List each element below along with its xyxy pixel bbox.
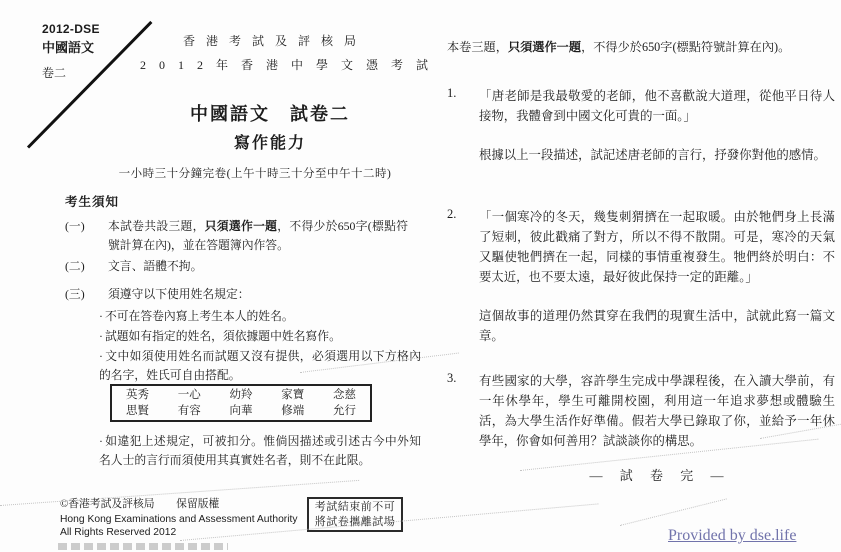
- question-3: [479, 371, 835, 451]
- copyright-chinese: ©香港考試及評核局 保留版權: [60, 498, 220, 510]
- subject-name: 中國語文: [42, 40, 95, 55]
- header-bold: 只須選作一題: [507, 40, 582, 54]
- name-rule-2-text: 試題如有指定的姓名，須依據題中姓名寫作。: [104, 329, 341, 343]
- name-table-row-1: [126, 387, 356, 403]
- authority-header: [140, 32, 434, 73]
- header-post: ，不得少於650字(標點符號計算在內)。: [581, 40, 791, 54]
- question-1: [479, 86, 835, 165]
- cut-off-print-artifact: [58, 543, 228, 550]
- paper-corner-label: [42, 22, 100, 81]
- paper-title-line1: 中國語文 試卷二: [190, 104, 350, 124]
- instruction-3: [65, 285, 408, 304]
- question-2-number: 2.: [447, 207, 457, 221]
- name-rule-3-text: 文中如須使用姓名而試題又沒有提供，必須選用以下方格內的名字，姓氏可自由搭配。: [99, 349, 421, 382]
- name-rule-1-text: 不可在答卷內寫上考生本人的姓名。: [104, 309, 294, 323]
- candidate-notice-heading: 考生須知: [65, 195, 120, 209]
- bullet-icon: ·: [99, 329, 103, 343]
- copyright-english-1: Hong Kong Examinations and Assessment Authority: [60, 513, 298, 525]
- instruction-1-post: ，不得少於650字(標點符號計算在內)，並在答題簿內作答。: [108, 219, 408, 252]
- name-cell: 念慈: [333, 389, 356, 401]
- instruction-2: [65, 257, 408, 276]
- question-3-prompt: 有些國家的大學，容許學生完成中學課程後，在入讀大學前，有一年休學年，學生可離開校園，利用這一年追求夢想或體驗生活，為大學生活作好準備。假若大學已錄取了你，並給予一年休學年，你會如何善用？試談談你的構思。: [479, 374, 835, 448]
- bullet-icon: ·: [99, 434, 103, 448]
- paper-number: 卷二: [42, 66, 67, 80]
- instruction-1-text: [108, 217, 408, 255]
- instruction-2-number: (二): [65, 259, 85, 273]
- instruction-1-pre: 本試卷共設三題，: [108, 219, 205, 233]
- name-rule-1: [99, 307, 421, 326]
- instruction-1-number: (一): [65, 219, 85, 233]
- question-1-number: 1.: [447, 86, 457, 100]
- name-table-row-2: [126, 403, 356, 419]
- instruction-1-bold: 只須選作一題: [204, 219, 278, 233]
- exam-code: 2012-DSE: [42, 22, 100, 36]
- end-of-paper-marker: — 試 卷 完 —: [589, 468, 731, 483]
- paper-title-line2: 寫作能力: [233, 135, 306, 152]
- instruction-1: [65, 217, 408, 255]
- name-cell: 英秀: [126, 389, 149, 401]
- name-cell: 有容: [177, 405, 201, 417]
- copyright-english-2: All Rights Reserved 2012: [60, 527, 177, 538]
- question-1-prompt: 根據以上一段描述，試記述唐老師的言行，抒發你對他的感情。: [479, 148, 826, 162]
- header-pre: 本卷三題，: [447, 40, 508, 54]
- question-2-prompt: 這個故事的道理仍然貫穿在我們的現實生活中，試就此寫一篇文章。: [479, 309, 835, 343]
- question-3-number: 3.: [447, 371, 457, 385]
- name-cell: 一心: [177, 389, 201, 401]
- name-cell: 家寶: [281, 389, 305, 401]
- name-rule-3: [99, 347, 421, 385]
- name-cell: 幼羚: [229, 389, 253, 401]
- name-rule-4: [99, 432, 421, 470]
- name-rule-4-text: 如違犯上述規定，可被扣分。惟倘因描述或引述古今中外知名人士的言行而須使用其真實姓名者，則不在此限。: [99, 434, 421, 467]
- bullet-icon: ·: [99, 349, 103, 363]
- exam-duration: 一小時三十分鐘完卷(上午十時三十分至中午十二時): [118, 168, 392, 180]
- name-cell: 向華: [229, 405, 253, 417]
- bullet-icon: ·: [99, 309, 103, 323]
- name-cell: 允行: [333, 405, 356, 417]
- watermark-link[interactable]: Provided by dse.life: [668, 527, 797, 544]
- allowed-names-table: [110, 384, 372, 422]
- name-rule-2: [99, 327, 421, 346]
- question-2: [479, 207, 835, 346]
- instruction-2-text: 文言、語體不拘。: [108, 259, 203, 273]
- question-1-quote: 「唐老師是我最敬愛的老師，他不喜歡說大道理，從他平日待人接物，我體會到中國文化可貴的一面。」: [479, 89, 835, 123]
- instruction-3-number: (三): [65, 287, 85, 301]
- question-2-quote: 「一個寒冷的冬天，幾隻刺猬擠在一起取暖。由於牠們身上長滿了短刺，彼此戳痛了對方，所以不得不散開。可是，寒冷的天氣又驅使牠們擠在一起，同樣的事情重複發生。牠們終於明白：不要太近，也不要太遠，最好彼此保持一定的距離。」: [479, 210, 835, 284]
- authority-name: 香港考試及評核局: [182, 34, 367, 48]
- name-cell: 思賢: [126, 405, 149, 417]
- warning-line-2: 將試卷攜離試場: [314, 515, 396, 528]
- paper-title: [110, 100, 430, 153]
- instruction-3-text: 須遵守以下使用姓名規定：: [108, 287, 250, 301]
- paper-instruction-header: [447, 37, 835, 57]
- warning-line-1: 考試結束前不可: [314, 501, 396, 513]
- scan-artifact-dotted-line: [620, 498, 727, 526]
- exam-name: 2 0 1 2 年 香 港 中 學 文 憑 考 試: [140, 58, 434, 72]
- name-cell: 修端: [281, 405, 305, 417]
